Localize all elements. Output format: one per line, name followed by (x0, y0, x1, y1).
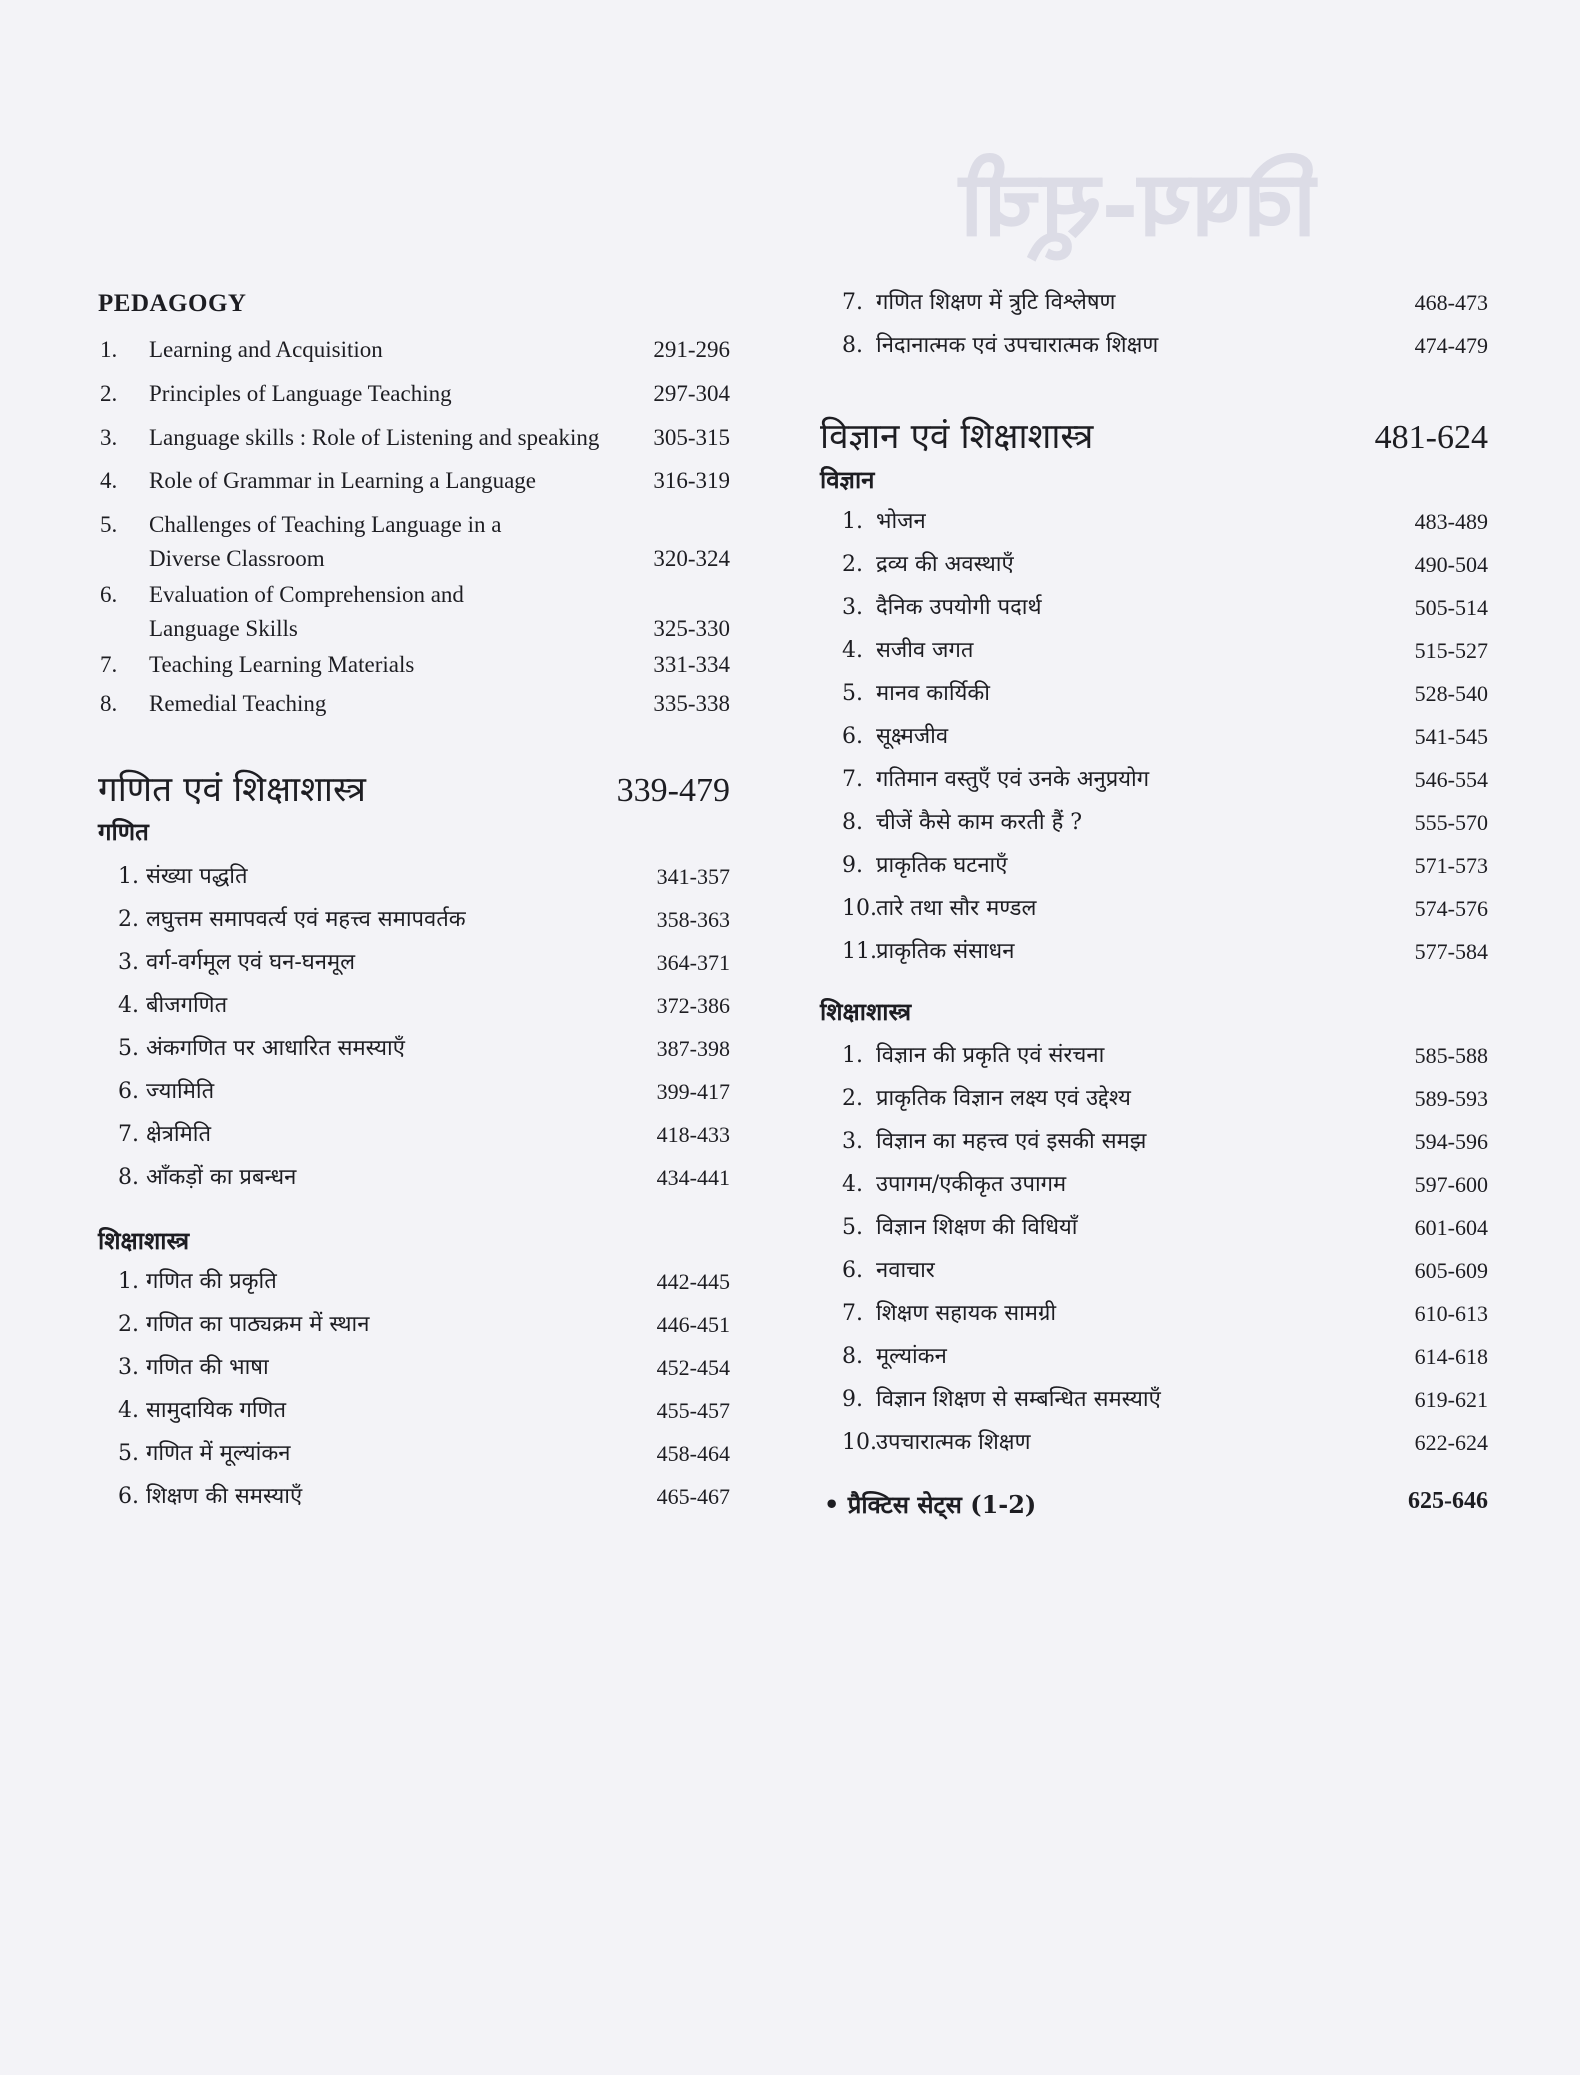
entry-title: क्षेत्रमिति (146, 1122, 212, 1147)
entry-title: तारे तथा सौर मण्डल (876, 896, 1037, 921)
entry-title: Challenges of Teaching Language in a Diverse Classroom (149, 512, 502, 571)
entry-page-range: 341-357 (656, 864, 730, 889)
entry-number: 10. (842, 896, 877, 921)
entry-page-range: 446-451 (656, 1312, 730, 1337)
entry-number: 2. (100, 381, 118, 406)
entry-number: 8. (842, 1344, 863, 1369)
entry-title: विज्ञान की प्रकृति एवं संरचना (876, 1043, 1105, 1068)
entry-page-range: 505-514 (1414, 595, 1488, 620)
entry-number: 11. (842, 939, 877, 964)
entry-title: गणित की भाषा (146, 1355, 269, 1380)
entry-number: 8. (118, 1165, 139, 1190)
entry-title: नवाचार (876, 1258, 935, 1283)
entry-title: मानव कार्यिकी (876, 681, 990, 706)
entry-number: 1. (100, 337, 118, 362)
entry-number: 7. (842, 1301, 863, 1326)
bleed-through-title: विषय-सूची (960, 151, 1317, 257)
entry-page-range: 387-398 (656, 1036, 730, 1061)
entry-title: भोजन (876, 509, 926, 534)
entry-number: 6. (118, 1484, 139, 1509)
entry-number: 5. (842, 1215, 863, 1240)
section-page-range: 481-624 (1374, 419, 1488, 456)
section-heading-maths (98, 765, 730, 812)
entry-title: निदानात्मक एवं उपचारात्मक शिक्षण (876, 333, 1159, 358)
entry-page-range: 585-588 (1414, 1043, 1488, 1068)
entry-number: 1. (118, 1269, 139, 1294)
entry-page-range: 372-386 (656, 993, 730, 1018)
practice-sets-range: 625-646 (1408, 1488, 1488, 1514)
entry-number: 6. (842, 1258, 863, 1283)
entry-page-range: 418-433 (656, 1122, 730, 1147)
entry-page-range: 610-613 (1414, 1301, 1488, 1326)
entry-number: 6. (842, 724, 863, 749)
entry-number: 4. (118, 993, 139, 1018)
entry-page-range: 325-330 (653, 616, 730, 641)
entry-page-range: 605-609 (1414, 1258, 1488, 1283)
entry-number: 4. (118, 1398, 139, 1423)
entry-title: विज्ञान का महत्त्व एवं इसकी समझ (876, 1129, 1147, 1154)
entry-number: 3. (118, 950, 139, 975)
entry-number: 4. (842, 638, 863, 663)
entry-title: सजीव जगत (876, 638, 974, 663)
entry-number: 2. (842, 1086, 863, 1111)
entry-page-range: 331-334 (653, 652, 730, 677)
entry-page-range: 490-504 (1414, 552, 1488, 577)
section-title: विज्ञान एवं शिक्षाशास्त्र (820, 417, 1094, 457)
entry-title: ज्यामिति (146, 1079, 215, 1104)
subheading-vigyan: विज्ञान (820, 465, 875, 494)
entry-title: गणित का पाठ्यक्रम में स्थान (146, 1312, 370, 1337)
entry-number: 5. (842, 681, 863, 706)
entry-number: 3. (842, 1129, 863, 1154)
entry-number: 1. (842, 509, 863, 534)
entry-title: गणित में मूल्यांकन (146, 1441, 291, 1466)
entry-title: गतिमान वस्तुएँ एवं उनके अनुप्रयोग (876, 767, 1150, 792)
entry-title: द्रव्य की अवस्थाएँ (876, 552, 1014, 577)
subheading-ganit: गणित (98, 817, 149, 846)
entry-number: 5. (100, 512, 118, 537)
entry-page-range: 335-338 (653, 691, 730, 716)
entry-page-range: 474-479 (1414, 333, 1488, 358)
entry-number: 2. (842, 552, 863, 577)
entry-page-range: 364-371 (656, 950, 730, 975)
entry-number: 3. (118, 1355, 139, 1380)
entry-title: बीजगणित (146, 993, 228, 1018)
entry-page-range: 399-417 (656, 1079, 730, 1104)
entry-page-range: 571-573 (1414, 853, 1488, 878)
entry-page-range: 622-624 (1414, 1430, 1488, 1455)
entry-page-range: 434-441 (656, 1165, 730, 1190)
entry-title: विज्ञान शिक्षण से सम्बन्धित समस्याएँ (876, 1387, 1161, 1412)
entry-page-range: 546-554 (1414, 767, 1488, 792)
entry-title: उपचारात्मक शिक्षण (876, 1430, 1031, 1455)
entry-page-range: 528-540 (1414, 681, 1488, 706)
entry-title: दैनिक उपयोगी पदार्थ (876, 595, 1042, 620)
entry-title: Learning and Acquisition (149, 337, 383, 362)
entry-title: सूक्ष्मजीव (876, 724, 949, 749)
entry-number: 7. (118, 1122, 139, 1147)
entry-page-range: 589-593 (1414, 1086, 1488, 1111)
entry-page-range: 555-570 (1414, 810, 1488, 835)
practice-sets-label: • प्रैक्टिस सेट्स (1-2) (824, 1490, 1037, 1519)
entry-page-range: 297-304 (653, 381, 730, 406)
entry-title: चीजें कैसे काम करती हैं ? (876, 810, 1083, 835)
subheading-shikshashastra: शिक्षाशास्त्र (98, 1226, 190, 1255)
entry-number: 6. (100, 582, 118, 607)
entry-number: 1. (842, 1043, 863, 1068)
entry-title: शिक्षण की समस्याएँ (146, 1484, 303, 1509)
entry-title: गणित की प्रकृति (146, 1269, 277, 1294)
entry-page-range: 515-527 (1414, 638, 1488, 663)
entry-title: वर्ग-वर्गमूल एवं घन-घनमूल (146, 950, 356, 975)
entry-number: 3. (842, 595, 863, 620)
entry-number: 7. (100, 652, 118, 677)
entry-number: 2. (118, 1312, 139, 1337)
entry-number: 5. (118, 1441, 139, 1466)
entry-page-range: 358-363 (656, 907, 730, 932)
entry-number: 8. (842, 810, 863, 835)
entry-number: 1. (118, 864, 139, 889)
entry-title: गणित शिक्षण में त्रुटि विश्लेषण (876, 290, 1116, 315)
entry-title: Principles of Language Teaching (149, 381, 452, 406)
entry-title: सामुदायिक गणित (146, 1398, 286, 1423)
entry-number: 9. (842, 853, 863, 878)
entry-page-range: 316-319 (653, 468, 730, 493)
entry-page-range: 541-545 (1414, 724, 1488, 749)
entry-page-range: 577-584 (1414, 939, 1488, 964)
entry-page-range: 614-618 (1414, 1344, 1488, 1369)
entry-title: विज्ञान शिक्षण की विधियाँ (876, 1215, 1078, 1240)
entry-title: उपागम/एकीकृत उपागम (876, 1172, 1067, 1197)
entry-title: लघुत्तम समापवर्त्य एवं महत्त्व समापवर्तक (146, 907, 466, 932)
subheading-shikshashastra: शिक्षाशास्त्र (820, 997, 912, 1026)
entry-number: 3. (100, 425, 118, 450)
entry-title: Evaluation of Comprehension and Language Skills (149, 582, 464, 641)
entry-title: Teaching Learning Materials (149, 652, 415, 677)
entry-page-range: 594-596 (1414, 1129, 1488, 1154)
entry-number: 5. (118, 1036, 139, 1061)
entry-number: 7. (842, 767, 863, 792)
entry-number: 8. (100, 691, 118, 716)
entry-page-range: 458-464 (656, 1441, 730, 1466)
entry-title: आँकड़ों का प्रबन्धन (146, 1165, 297, 1190)
entry-title: Language skills : Role of Listening and speaking (149, 425, 600, 450)
section-page-range: 339-479 (616, 772, 730, 809)
entry-title: प्राकृतिक घटनाएँ (876, 853, 1008, 878)
entry-number: 2. (118, 907, 139, 932)
entry-number: 4. (842, 1172, 863, 1197)
entry-title: अंकगणित पर आधारित समस्याएँ (146, 1036, 405, 1061)
entry-page-range: 574-576 (1414, 896, 1488, 921)
entry-number: 6. (118, 1079, 139, 1104)
entry-page-range: 291-296 (653, 337, 730, 362)
entry-page-range: 305-315 (653, 425, 730, 450)
entry-page-range: 442-445 (656, 1269, 730, 1294)
entry-title: प्राकृतिक विज्ञान लक्ष्य एवं उद्देश्य (876, 1086, 1131, 1111)
entry-page-range: 320-324 (653, 546, 730, 571)
entry-title: प्राकृतिक संसाधन (876, 939, 1015, 964)
entry-page-range: 601-604 (1414, 1215, 1488, 1240)
entry-title: मूल्यांकन (876, 1344, 947, 1369)
entry-page-range: 468-473 (1414, 290, 1488, 315)
entry-page-range: 452-454 (656, 1355, 730, 1380)
entry-title: Role of Grammar in Learning a Language (149, 468, 537, 493)
entry-page-range: 597-600 (1414, 1172, 1488, 1197)
entry-number: 10. (842, 1430, 877, 1455)
entry-page-range: 483-489 (1414, 509, 1488, 534)
entry-number: 7. (842, 290, 863, 315)
entry-number: 8. (842, 333, 863, 358)
entry-title: संख्या पद्धति (146, 864, 248, 889)
section-heading-science (820, 412, 1488, 459)
entry-page-range: 465-467 (656, 1484, 730, 1509)
entry-page-range: 455-457 (656, 1398, 730, 1423)
entry-number: 4. (100, 468, 118, 493)
entry-title: शिक्षण सहायक सामग्री (876, 1301, 1057, 1326)
entry-title: Remedial Teaching (149, 691, 327, 716)
section-title: गणित एवं शिक्षाशास्त्र (98, 770, 366, 810)
entry-page-range: 619-621 (1414, 1387, 1488, 1412)
entry-number: 9. (842, 1387, 863, 1412)
section-heading-pedagogy: PEDAGOGY (98, 290, 247, 317)
